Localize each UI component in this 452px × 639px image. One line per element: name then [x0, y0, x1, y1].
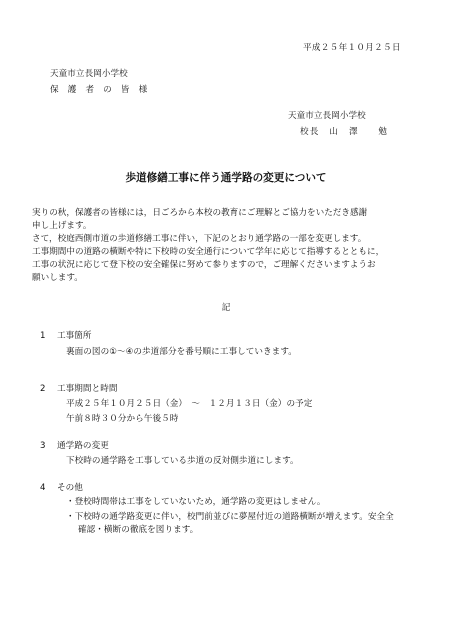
section-2-line-1: 平成２５年１０月２５日（金） ～ １２月１３日（金）の予定	[66, 399, 313, 409]
section-4-line-1: ・登校時間帯は工事をしていないため，通学路の変更はしません。	[66, 497, 326, 507]
section-3-line-1: 下校時の通学路を工事している歩道の反対側歩道にします。	[66, 456, 299, 466]
body-paragraph-2-line-2: 工事期間中の道路の横断や特に下校時の安全通行について学年に応じて指導するとともに，	[32, 247, 385, 257]
body-paragraph-2-line-3: 工事の状況に応じて登下校の安全確保に努めて参りますので，ご理解くださいますようお	[32, 260, 376, 270]
recipient-school: 天童市立長岡小学校	[50, 69, 128, 79]
section-4-line-2: ・下校時の通学路変更に伴い，校門前並びに夢屋付近の道路横断が増えます。安全全	[66, 512, 394, 522]
body-paragraph-1-line-2: 申し上げます。	[32, 221, 92, 231]
section-1-number: 1	[40, 331, 46, 341]
section-4-line-3: 確認・横断の徹底を図ります。	[78, 525, 199, 535]
section-2-number: 2	[40, 384, 46, 394]
section-1-heading: 工事箇所	[57, 331, 92, 341]
body-paragraph-2-line-4: 願いします。	[32, 273, 83, 283]
body-paragraph-2-line-1: さて，校庭西側市道の歩道修繕工事に伴い，下記のとおり通学路の一部を変更します。	[32, 234, 367, 244]
section-4-number: 4	[40, 483, 46, 493]
section-4-heading: その他	[57, 483, 83, 493]
section-3-number: 3	[40, 441, 46, 451]
recipient-parents: 保 護 者 の 皆 様	[50, 85, 151, 95]
body-paragraph-1-line-1: 実りの秋，保護者の皆様には，日ごろから本校の教育にご理解とご協力をいただき感謝	[32, 208, 368, 218]
section-2-heading: 工事期間と時間	[57, 384, 118, 394]
document-title: 歩道修繕工事に伴う通学路の変更について	[125, 172, 327, 184]
section-2-line-2: 午前８時３０分から午後５時	[66, 414, 179, 424]
section-1-line-1: 裏面の図の①～④の歩道部分を番号順に工事していきます。	[66, 347, 297, 357]
issue-date: 平成２５年１０月２５日	[303, 43, 401, 53]
sender-principal: 校長 山 澤 勉	[300, 127, 389, 137]
ki-heading: 記	[221, 303, 231, 313]
sender-school: 天童市立長岡小学校	[288, 111, 366, 121]
section-3-heading: 通学路の変更	[57, 441, 109, 451]
